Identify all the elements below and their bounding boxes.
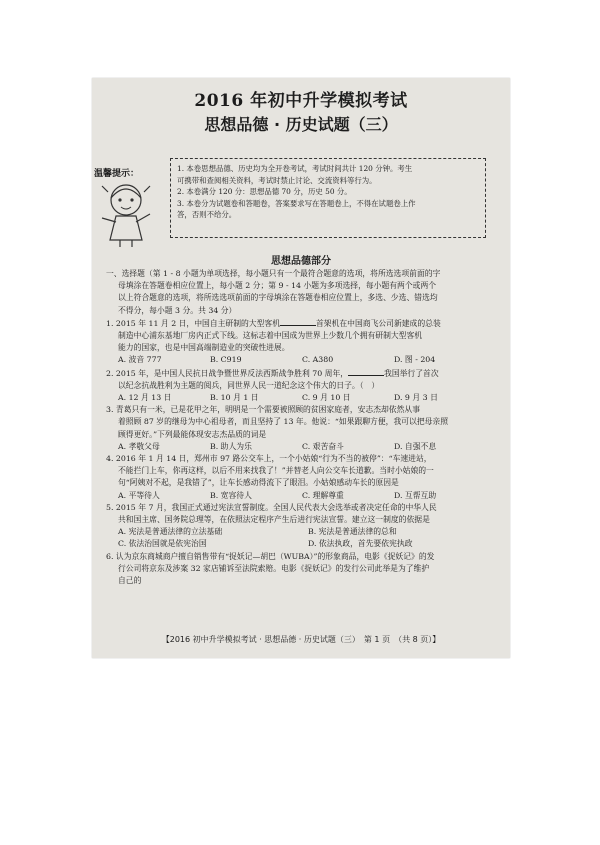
answer-blank <box>348 367 384 376</box>
q2-text: 我国举行了首次 <box>384 368 439 378</box>
instruction-line: 母填涂在答题卷相应位置上，每小题 2 分；第 9 - 14 小题为多项选择，每小题有两个或两个 <box>118 281 437 291</box>
exam-page <box>92 78 510 658</box>
option-d: D. 互帮互助 <box>394 490 437 500</box>
question-5: 5. 2015 年 7 月，我国正式通过宪法宣誓制度。全国人民代表大会选举或者决定任命的中华人民 <box>106 502 437 512</box>
q1-line: 能力的国家，也是中国高端制造业的突破性进展。 <box>118 343 290 353</box>
option-d: D. 自强不息 <box>394 441 437 451</box>
q2-line: 以纪念抗战胜利为主题的阅兵，同世界人民一道纪念这个伟大的日子。（ ） <box>118 380 380 390</box>
question-2 <box>106 367 502 380</box>
q2-text: 2. 2015 年，是中国人民抗日战争暨世界反法西斯战争胜利 70 周年， <box>106 368 349 378</box>
section-title: 思想品德部分 <box>271 256 331 267</box>
q4-options <box>106 490 502 502</box>
exam-title: 2016 年初中升学模拟考试 <box>194 91 408 111</box>
q1-line: 制造中心浦东基地厂房内正式下线。这标志着中国成为世界上少数几个拥有研制大型客机 <box>118 331 423 341</box>
notice-line: 答，否则不给分。 <box>177 210 237 220</box>
option-d: D. 9 月 3 日 <box>394 393 438 403</box>
q3-line: 着照顾 87 岁的继母为中心祖母者，而且坚持了 13 年。他说：“如果跟聊方便，我可以把母亲照 <box>118 417 449 427</box>
option-d: D. 依法执政，首先要依宪执政 <box>308 539 413 549</box>
option-c: C. 9 月 10 日 <box>302 393 351 403</box>
exam-subtitle: 思想品德 · 历史试题（三） <box>204 115 398 134</box>
instruction-line: 以上符合题意的选项，将所选选项前面的字母填涂在答题卷相应位置上，多选、少选、错选均 <box>118 293 438 303</box>
question-1 <box>106 317 502 330</box>
notice-line: 1. 本卷思想品德、历史均为全开卷考试，考试时间共计 120 分钟。考生 <box>177 164 413 173</box>
question-4: 4. 2016 年 1 月 14 日，郑州市 97 路公交车上，一个小姑娘“行为不当的被停”：“车速进站， <box>106 454 432 464</box>
instruction-line: 不得分，每小题 3 分。共 34 分） <box>118 305 237 315</box>
option-a: A. 平等待人 <box>118 490 160 500</box>
option-c: C. 理解尊重 <box>302 490 344 500</box>
option-c: C. 艰苦奋斗 <box>302 441 344 451</box>
option-b: B. 助人为乐 <box>210 441 252 451</box>
q3-line: 顾得更好。”下列最能体现安志杰品质的词是 <box>118 429 267 439</box>
question-3: 3. 青葛只有一米，已是花甲之年，明明是一个需要被照顾的贫困家庭者，安志杰却依然从事 <box>106 405 420 415</box>
option-b: B. 宪法是普通法律的总和 <box>308 527 397 537</box>
option-d: D. 图 - 204 <box>394 355 436 365</box>
answer-blank <box>280 317 316 326</box>
notice-line: 2. 本卷满分 120 分：思想品德 70 分，历史 50 分。 <box>177 187 352 197</box>
option-a: A. 波音 777 <box>118 355 162 365</box>
option-b: B. 宽容待人 <box>210 490 252 500</box>
instruction-line: 一、选择题（第 1 - 8 小题为单项选择，每小题只有一个最符合题意的选项，将所选选项前面的字 <box>106 269 441 278</box>
q3-options <box>106 441 502 453</box>
option-a: A. 宪法是普通法律的立法基础 <box>118 527 223 537</box>
notice-box <box>170 158 486 238</box>
option-a: A. 12 月 13 日 <box>118 393 172 403</box>
option-c: C. 依法治国就是依宪治国 <box>118 539 207 549</box>
question-body <box>106 268 502 587</box>
q6-line: 自己的 <box>118 576 142 586</box>
notice-label: 温馨提示： <box>94 169 140 179</box>
q5-line: 共和国主席、国务院总理等，在依照法定程序产生后进行宪法宣誓。建立这一制度的依据是 <box>118 515 430 525</box>
option-a: A. 孝敬父母 <box>118 441 160 451</box>
option-c: C. A380 <box>302 355 334 365</box>
q4-line: 句“阿姨对不起，是我错了”，让车长感动得流下了眼泪。小姑娘感动车长的原因是 <box>118 478 399 488</box>
cartoon-girl-icon <box>98 178 154 248</box>
q4-line: 不能拦门上车，你再这样，以后不用来找我了！”并替老人向公交车长道歉。当时小姑娘的一 <box>118 466 434 476</box>
option-b: B. 10 月 1 日 <box>210 393 259 403</box>
page-footer: 【2016 初中升学模拟考试 · 思想品德 · 历史试题（三） 第 1 页 （共 8 页）】 <box>161 635 441 644</box>
q1-options <box>106 354 502 366</box>
q6-line: 行公司将京东及涉案 32 家店铺诉至法院索赔。电影《捉妖记》的发行公司此举是为了维护 <box>118 563 430 573</box>
q2-options <box>106 392 502 404</box>
option-b: B. C919 <box>210 355 242 365</box>
question-6: 6. 认为京东商城商户擅自销售带有“捉妖记—胡巴（WUBA）”的形象商品，电影《捉妖记》的发 <box>106 551 435 561</box>
q5-options <box>106 526 502 538</box>
notice-line: 3. 本卷分为试题卷和答题卷，答案要求写在答题卷上，不得在试题卷上作 <box>177 198 416 208</box>
q5-options <box>106 538 502 550</box>
q1-text: 首架机在中国商飞公司新建成的总装 <box>316 318 441 328</box>
notice-line: 可携带和查阅相关资料，考试时禁止讨论、交流资料等行为。 <box>177 175 377 185</box>
q1-text: 1. 2015 年 11 月 2 日，中国自主研制的大型客机 <box>106 318 280 328</box>
